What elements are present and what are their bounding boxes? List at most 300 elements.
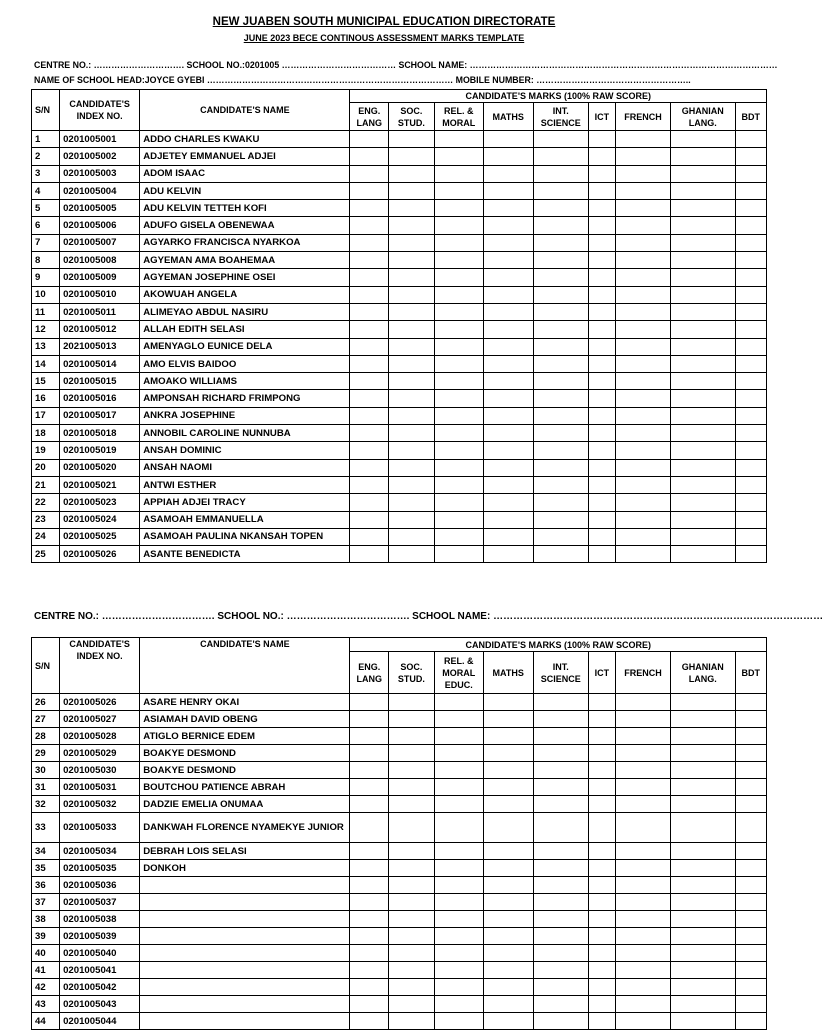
mark-cell[interactable] <box>483 373 533 390</box>
mark-cell[interactable] <box>735 217 766 234</box>
mark-cell[interactable] <box>350 546 389 563</box>
mark-cell[interactable] <box>350 877 389 894</box>
mark-cell[interactable] <box>434 546 483 563</box>
mark-cell[interactable] <box>588 779 615 796</box>
mark-cell[interactable] <box>434 442 483 459</box>
mark-cell[interactable] <box>533 373 588 390</box>
mark-cell[interactable] <box>588 338 615 355</box>
mark-cell[interactable] <box>533 131 588 148</box>
mark-cell[interactable] <box>483 148 533 165</box>
mark-cell[interactable] <box>533 779 588 796</box>
mark-cell[interactable] <box>483 425 533 442</box>
mark-cell[interactable] <box>388 928 434 945</box>
mark-cell[interactable] <box>533 217 588 234</box>
mark-cell[interactable] <box>434 321 483 338</box>
mark-cell[interactable] <box>671 945 736 962</box>
mark-cell[interactable] <box>350 182 389 199</box>
mark-cell[interactable] <box>533 1013 588 1030</box>
mark-cell[interactable] <box>388 745 434 762</box>
mark-cell[interactable] <box>735 321 766 338</box>
mark-cell[interactable] <box>615 813 670 843</box>
mark-cell[interactable] <box>615 494 670 511</box>
mark-cell[interactable] <box>735 779 766 796</box>
mark-cell[interactable] <box>615 303 670 320</box>
mark-cell[interactable] <box>388 390 434 407</box>
mark-cell[interactable] <box>350 528 389 545</box>
mark-cell[interactable] <box>388 165 434 182</box>
mark-cell[interactable] <box>388 355 434 372</box>
mark-cell[interactable] <box>671 217 736 234</box>
mark-cell[interactable] <box>588 442 615 459</box>
mark-cell[interactable] <box>434 928 483 945</box>
mark-cell[interactable] <box>483 911 533 928</box>
mark-cell[interactable] <box>671 494 736 511</box>
mark-cell[interactable] <box>588 894 615 911</box>
mark-cell[interactable] <box>434 200 483 217</box>
mark-cell[interactable] <box>388 303 434 320</box>
mark-cell[interactable] <box>588 148 615 165</box>
mark-cell[interactable] <box>483 252 533 269</box>
mark-cell[interactable] <box>388 1013 434 1030</box>
mark-cell[interactable] <box>615 217 670 234</box>
mark-cell[interactable] <box>588 131 615 148</box>
mark-cell[interactable] <box>388 338 434 355</box>
mark-cell[interactable] <box>671 252 736 269</box>
mark-cell[interactable] <box>533 459 588 476</box>
mark-cell[interactable] <box>483 779 533 796</box>
mark-cell[interactable] <box>588 945 615 962</box>
mark-cell[interactable] <box>671 425 736 442</box>
mark-cell[interactable] <box>615 269 670 286</box>
mark-cell[interactable] <box>350 996 389 1013</box>
mark-cell[interactable] <box>615 200 670 217</box>
mark-cell[interactable] <box>588 234 615 251</box>
mark-cell[interactable] <box>350 148 389 165</box>
mark-cell[interactable] <box>533 148 588 165</box>
mark-cell[interactable] <box>434 796 483 813</box>
mark-cell[interactable] <box>533 528 588 545</box>
mark-cell[interactable] <box>533 442 588 459</box>
mark-cell[interactable] <box>388 269 434 286</box>
mark-cell[interactable] <box>533 425 588 442</box>
mark-cell[interactable] <box>735 894 766 911</box>
mark-cell[interactable] <box>533 252 588 269</box>
mark-cell[interactable] <box>735 234 766 251</box>
mark-cell[interactable] <box>434 252 483 269</box>
mark-cell[interactable] <box>350 390 389 407</box>
mark-cell[interactable] <box>434 979 483 996</box>
mark-cell[interactable] <box>434 476 483 493</box>
mark-cell[interactable] <box>671 979 736 996</box>
mark-cell[interactable] <box>350 511 389 528</box>
mark-cell[interactable] <box>350 269 389 286</box>
mark-cell[interactable] <box>588 200 615 217</box>
mark-cell[interactable] <box>350 843 389 860</box>
mark-cell[interactable] <box>483 442 533 459</box>
mark-cell[interactable] <box>483 338 533 355</box>
mark-cell[interactable] <box>735 390 766 407</box>
mark-cell[interactable] <box>434 911 483 928</box>
mark-cell[interactable] <box>671 911 736 928</box>
mark-cell[interactable] <box>588 269 615 286</box>
mark-cell[interactable] <box>434 131 483 148</box>
mark-cell[interactable] <box>350 894 389 911</box>
mark-cell[interactable] <box>615 796 670 813</box>
mark-cell[interactable] <box>483 234 533 251</box>
mark-cell[interactable] <box>588 511 615 528</box>
mark-cell[interactable] <box>588 165 615 182</box>
mark-cell[interactable] <box>671 894 736 911</box>
mark-cell[interactable] <box>350 234 389 251</box>
mark-cell[interactable] <box>588 355 615 372</box>
mark-cell[interactable] <box>735 131 766 148</box>
mark-cell[interactable] <box>483 762 533 779</box>
mark-cell[interactable] <box>533 407 588 424</box>
mark-cell[interactable] <box>735 711 766 728</box>
mark-cell[interactable] <box>671 996 736 1013</box>
mark-cell[interactable] <box>671 546 736 563</box>
mark-cell[interactable] <box>483 200 533 217</box>
mark-cell[interactable] <box>671 286 736 303</box>
mark-cell[interactable] <box>735 476 766 493</box>
mark-cell[interactable] <box>615 459 670 476</box>
mark-cell[interactable] <box>483 303 533 320</box>
mark-cell[interactable] <box>434 390 483 407</box>
mark-cell[interactable] <box>483 745 533 762</box>
mark-cell[interactable] <box>388 694 434 711</box>
mark-cell[interactable] <box>434 182 483 199</box>
mark-cell[interactable] <box>483 962 533 979</box>
mark-cell[interactable] <box>483 321 533 338</box>
mark-cell[interactable] <box>533 996 588 1013</box>
mark-cell[interactable] <box>615 165 670 182</box>
mark-cell[interactable] <box>671 962 736 979</box>
mark-cell[interactable] <box>434 694 483 711</box>
mark-cell[interactable] <box>350 286 389 303</box>
mark-cell[interactable] <box>388 252 434 269</box>
mark-cell[interactable] <box>615 979 670 996</box>
mark-cell[interactable] <box>434 338 483 355</box>
mark-cell[interactable] <box>483 877 533 894</box>
mark-cell[interactable] <box>350 711 389 728</box>
mark-cell[interactable] <box>735 860 766 877</box>
mark-cell[interactable] <box>434 373 483 390</box>
mark-cell[interactable] <box>533 928 588 945</box>
mark-cell[interactable] <box>615 728 670 745</box>
mark-cell[interactable] <box>350 779 389 796</box>
mark-cell[interactable] <box>588 425 615 442</box>
mark-cell[interactable] <box>671 234 736 251</box>
mark-cell[interactable] <box>533 200 588 217</box>
mark-cell[interactable] <box>533 762 588 779</box>
mark-cell[interactable] <box>533 321 588 338</box>
mark-cell[interactable] <box>434 217 483 234</box>
mark-cell[interactable] <box>588 390 615 407</box>
mark-cell[interactable] <box>388 200 434 217</box>
mark-cell[interactable] <box>588 813 615 843</box>
mark-cell[interactable] <box>671 355 736 372</box>
mark-cell[interactable] <box>735 996 766 1013</box>
mark-cell[interactable] <box>533 355 588 372</box>
mark-cell[interactable] <box>388 962 434 979</box>
mark-cell[interactable] <box>588 528 615 545</box>
mark-cell[interactable] <box>615 996 670 1013</box>
mark-cell[interactable] <box>388 979 434 996</box>
mark-cell[interactable] <box>350 860 389 877</box>
mark-cell[interactable] <box>533 494 588 511</box>
mark-cell[interactable] <box>434 425 483 442</box>
mark-cell[interactable] <box>735 459 766 476</box>
mark-cell[interactable] <box>350 303 389 320</box>
mark-cell[interactable] <box>434 407 483 424</box>
mark-cell[interactable] <box>588 996 615 1013</box>
mark-cell[interactable] <box>434 148 483 165</box>
mark-cell[interactable] <box>388 459 434 476</box>
mark-cell[interactable] <box>434 528 483 545</box>
mark-cell[interactable] <box>671 200 736 217</box>
mark-cell[interactable] <box>483 269 533 286</box>
mark-cell[interactable] <box>588 1013 615 1030</box>
mark-cell[interactable] <box>735 843 766 860</box>
mark-cell[interactable] <box>588 476 615 493</box>
mark-cell[interactable] <box>350 928 389 945</box>
mark-cell[interactable] <box>350 962 389 979</box>
mark-cell[interactable] <box>671 813 736 843</box>
mark-cell[interactable] <box>388 286 434 303</box>
mark-cell[interactable] <box>388 762 434 779</box>
mark-cell[interactable] <box>735 252 766 269</box>
mark-cell[interactable] <box>735 338 766 355</box>
mark-cell[interactable] <box>434 860 483 877</box>
mark-cell[interactable] <box>735 1013 766 1030</box>
mark-cell[interactable] <box>388 911 434 928</box>
mark-cell[interactable] <box>483 996 533 1013</box>
mark-cell[interactable] <box>588 860 615 877</box>
mark-cell[interactable] <box>735 182 766 199</box>
mark-cell[interactable] <box>735 745 766 762</box>
mark-cell[interactable] <box>388 528 434 545</box>
mark-cell[interactable] <box>434 945 483 962</box>
mark-cell[interactable] <box>350 694 389 711</box>
mark-cell[interactable] <box>588 303 615 320</box>
mark-cell[interactable] <box>483 1013 533 1030</box>
mark-cell[interactable] <box>615 252 670 269</box>
mark-cell[interactable] <box>388 234 434 251</box>
mark-cell[interactable] <box>434 459 483 476</box>
mark-cell[interactable] <box>434 996 483 1013</box>
mark-cell[interactable] <box>434 286 483 303</box>
mark-cell[interactable] <box>671 711 736 728</box>
mark-cell[interactable] <box>483 528 533 545</box>
mark-cell[interactable] <box>671 476 736 493</box>
mark-cell[interactable] <box>615 945 670 962</box>
mark-cell[interactable] <box>735 425 766 442</box>
mark-cell[interactable] <box>615 1013 670 1030</box>
mark-cell[interactable] <box>588 373 615 390</box>
mark-cell[interactable] <box>533 979 588 996</box>
mark-cell[interactable] <box>615 860 670 877</box>
mark-cell[interactable] <box>350 813 389 843</box>
mark-cell[interactable] <box>483 494 533 511</box>
mark-cell[interactable] <box>388 494 434 511</box>
mark-cell[interactable] <box>483 894 533 911</box>
mark-cell[interactable] <box>735 813 766 843</box>
mark-cell[interactable] <box>671 694 736 711</box>
mark-cell[interactable] <box>735 286 766 303</box>
mark-cell[interactable] <box>588 796 615 813</box>
mark-cell[interactable] <box>350 911 389 928</box>
mark-cell[interactable] <box>350 979 389 996</box>
mark-cell[interactable] <box>615 894 670 911</box>
mark-cell[interactable] <box>350 338 389 355</box>
mark-cell[interactable] <box>434 234 483 251</box>
mark-cell[interactable] <box>735 442 766 459</box>
mark-cell[interactable] <box>388 877 434 894</box>
mark-cell[interactable] <box>588 252 615 269</box>
mark-cell[interactable] <box>483 843 533 860</box>
mark-cell[interactable] <box>533 234 588 251</box>
mark-cell[interactable] <box>615 928 670 945</box>
mark-cell[interactable] <box>735 962 766 979</box>
mark-cell[interactable] <box>483 511 533 528</box>
mark-cell[interactable] <box>671 373 736 390</box>
mark-cell[interactable] <box>671 728 736 745</box>
mark-cell[interactable] <box>350 355 389 372</box>
mark-cell[interactable] <box>533 877 588 894</box>
mark-cell[interactable] <box>671 877 736 894</box>
mark-cell[interactable] <box>671 165 736 182</box>
mark-cell[interactable] <box>350 762 389 779</box>
mark-cell[interactable] <box>533 165 588 182</box>
mark-cell[interactable] <box>533 390 588 407</box>
mark-cell[interactable] <box>388 321 434 338</box>
mark-cell[interactable] <box>388 373 434 390</box>
mark-cell[interactable] <box>388 217 434 234</box>
mark-cell[interactable] <box>533 303 588 320</box>
mark-cell[interactable] <box>671 269 736 286</box>
mark-cell[interactable] <box>615 962 670 979</box>
mark-cell[interactable] <box>434 494 483 511</box>
mark-cell[interactable] <box>483 355 533 372</box>
mark-cell[interactable] <box>588 321 615 338</box>
mark-cell[interactable] <box>588 843 615 860</box>
mark-cell[interactable] <box>588 928 615 945</box>
mark-cell[interactable] <box>588 979 615 996</box>
mark-cell[interactable] <box>671 762 736 779</box>
mark-cell[interactable] <box>588 911 615 928</box>
mark-cell[interactable] <box>350 321 389 338</box>
mark-cell[interactable] <box>483 694 533 711</box>
mark-cell[interactable] <box>615 182 670 199</box>
mark-cell[interactable] <box>735 694 766 711</box>
mark-cell[interactable] <box>483 796 533 813</box>
mark-cell[interactable] <box>735 373 766 390</box>
mark-cell[interactable] <box>434 779 483 796</box>
mark-cell[interactable] <box>533 711 588 728</box>
mark-cell[interactable] <box>671 796 736 813</box>
mark-cell[interactable] <box>388 779 434 796</box>
mark-cell[interactable] <box>615 476 670 493</box>
mark-cell[interactable] <box>588 762 615 779</box>
mark-cell[interactable] <box>350 425 389 442</box>
mark-cell[interactable] <box>735 762 766 779</box>
mark-cell[interactable] <box>350 796 389 813</box>
mark-cell[interactable] <box>434 813 483 843</box>
mark-cell[interactable] <box>615 234 670 251</box>
mark-cell[interactable] <box>735 796 766 813</box>
mark-cell[interactable] <box>588 962 615 979</box>
mark-cell[interactable] <box>483 979 533 996</box>
mark-cell[interactable] <box>388 511 434 528</box>
mark-cell[interactable] <box>735 303 766 320</box>
mark-cell[interactable] <box>533 269 588 286</box>
mark-cell[interactable] <box>671 928 736 945</box>
mark-cell[interactable] <box>615 286 670 303</box>
mark-cell[interactable] <box>588 546 615 563</box>
mark-cell[interactable] <box>735 546 766 563</box>
mark-cell[interactable] <box>615 390 670 407</box>
mark-cell[interactable] <box>434 1013 483 1030</box>
mark-cell[interactable] <box>388 728 434 745</box>
mark-cell[interactable] <box>735 928 766 945</box>
mark-cell[interactable] <box>483 546 533 563</box>
mark-cell[interactable] <box>671 321 736 338</box>
mark-cell[interactable] <box>533 286 588 303</box>
mark-cell[interactable] <box>350 494 389 511</box>
mark-cell[interactable] <box>483 131 533 148</box>
mark-cell[interactable] <box>615 762 670 779</box>
mark-cell[interactable] <box>388 476 434 493</box>
mark-cell[interactable] <box>434 962 483 979</box>
mark-cell[interactable] <box>615 442 670 459</box>
mark-cell[interactable] <box>483 165 533 182</box>
mark-cell[interactable] <box>615 355 670 372</box>
mark-cell[interactable] <box>434 165 483 182</box>
mark-cell[interactable] <box>388 945 434 962</box>
mark-cell[interactable] <box>671 459 736 476</box>
mark-cell[interactable] <box>671 303 736 320</box>
mark-cell[interactable] <box>533 728 588 745</box>
mark-cell[interactable] <box>615 694 670 711</box>
mark-cell[interactable] <box>588 182 615 199</box>
mark-cell[interactable] <box>588 745 615 762</box>
mark-cell[interactable] <box>434 711 483 728</box>
mark-cell[interactable] <box>434 894 483 911</box>
mark-cell[interactable] <box>615 745 670 762</box>
mark-cell[interactable] <box>350 373 389 390</box>
mark-cell[interactable] <box>388 796 434 813</box>
mark-cell[interactable] <box>588 459 615 476</box>
mark-cell[interactable] <box>350 442 389 459</box>
mark-cell[interactable] <box>483 390 533 407</box>
mark-cell[interactable] <box>434 762 483 779</box>
mark-cell[interactable] <box>388 894 434 911</box>
mark-cell[interactable] <box>588 494 615 511</box>
mark-cell[interactable] <box>615 511 670 528</box>
mark-cell[interactable] <box>350 165 389 182</box>
mark-cell[interactable] <box>434 745 483 762</box>
mark-cell[interactable] <box>671 860 736 877</box>
mark-cell[interactable] <box>735 407 766 424</box>
mark-cell[interactable] <box>483 728 533 745</box>
mark-cell[interactable] <box>735 494 766 511</box>
mark-cell[interactable] <box>588 286 615 303</box>
mark-cell[interactable] <box>615 321 670 338</box>
mark-cell[interactable] <box>671 511 736 528</box>
mark-cell[interactable] <box>615 373 670 390</box>
mark-cell[interactable] <box>434 269 483 286</box>
mark-cell[interactable] <box>388 182 434 199</box>
